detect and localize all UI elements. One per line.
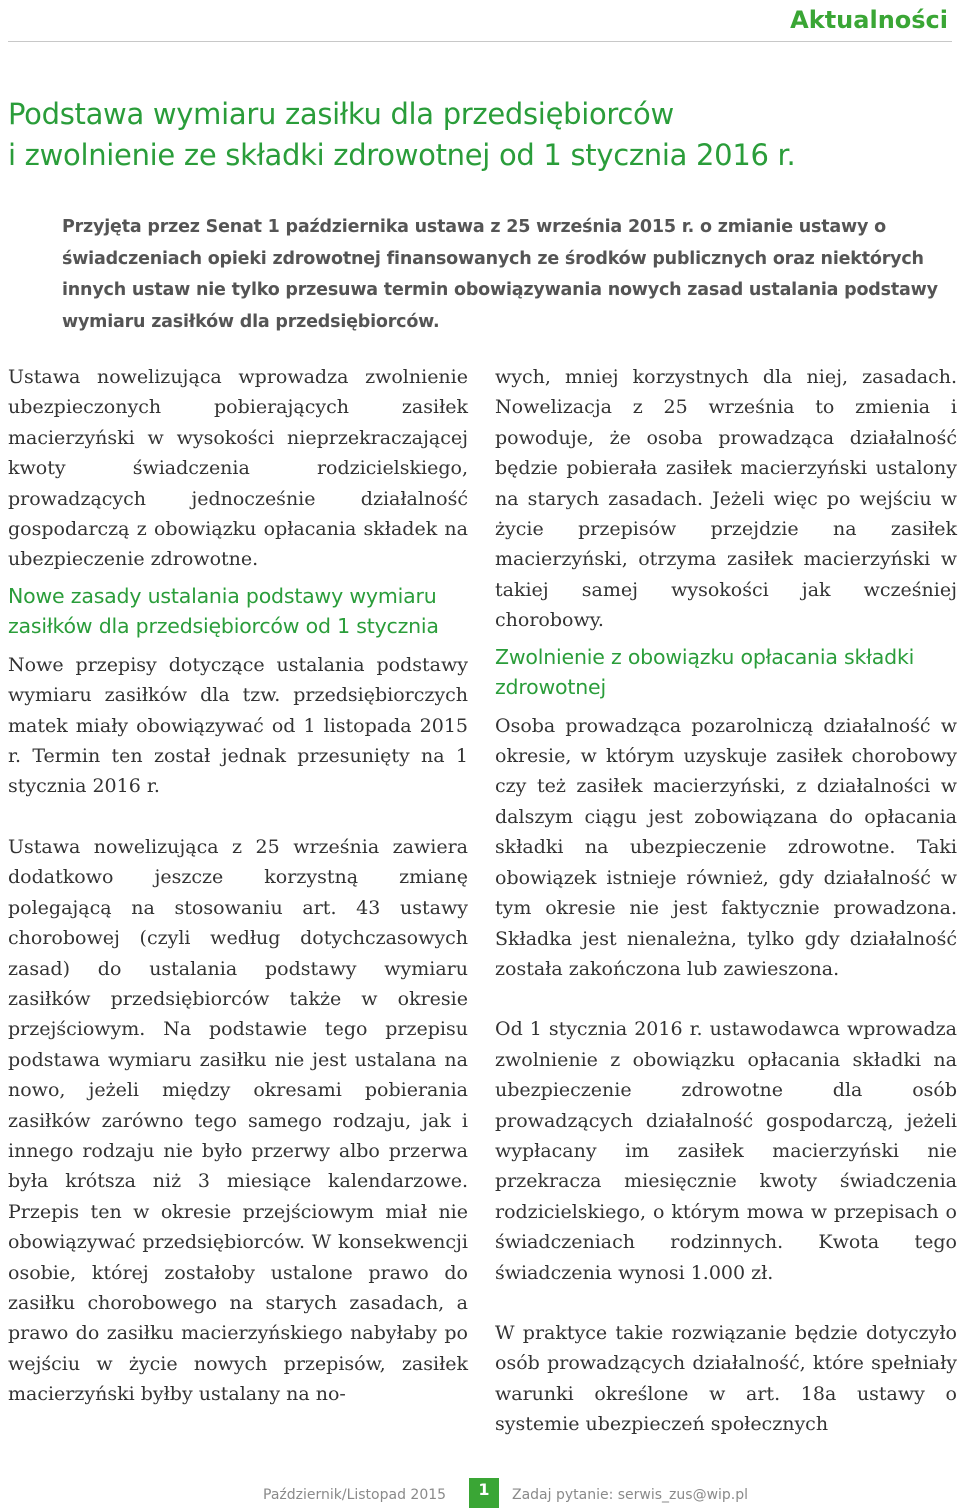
header-divider [8,41,952,42]
left-subheading: Nowe zasady ustalania podstawy wymiaru zasiłków dla przedsiębiorców od 1 stycznia [8,583,439,639]
article-title-line-1: Podstawa wymiaru zasiłku dla przedsiębiorców [8,97,674,131]
article-title [8,94,948,176]
right-paragraph-1: wych, mniej korzystnych dla niej, zasadach. Nowelizacja z 25 września to zmienia i powoduje, że osoba prowadząca działalność będzie pobierała zasiłek macierzyński ustalony na starych zasadach. Jeżeli więc po wejściu w życie przepisów przejdzie na zasiłek macierzyński, otrzyma zasiłek macierzyński w takiej samej wysokości jak wcześniej chorobowy. [495,366,957,632]
section-label: Aktualności [790,6,948,34]
left-paragraph-2: Nowe przepisy dotyczące ustalania podstawy wymiaru zasiłków dla tzw. przedsiębiorczych matek miały obowiązywać od 1 listopada 2015 r. Termin ten został jednak przesunięty na 1 stycznia 2016 r. [8,653,468,798]
contact-email[interactable]: Zadaj pytanie: serwis_zus@wip.pl [512,1487,749,1503]
right-paragraph-2: Osoba prowadząca pozarolniczą działalność w okresie, w którym uzyskuje zasiłek chorobowy czy też zasiłek macierzyński, z działalności w dalszym ciągu jest zobowiązana do opłacania składki na ubezpieczenie zdrowotne. Taki obowiązek istnieje również, gdy działalność w tym okresie nie jest faktycznie prowadzona. Składka jest nienależna, tylko gdy działalność została zakończona lub zawieszona. [495,714,957,980]
left-paragraph-3: Ustawa nowelizująca z 25 września zawiera dodatkowo jeszcze korzystną zmianę polegającą na stosowaniu art. 43 ustawy chorobowej (czyli według dotychczasowych zasad) do ustalania podstawy wymiaru zasiłków przedsiębiorców także w okresie przejściowym. Na podstawie tego przepisu podstawa wymiaru zasiłku nie jest ustalana na nowo, jeżeli między okresami pobierania zasiłków zarówno tego samego rodzaju, jak i innego rodzaju nie było przerwy albo przerwa była krótsza niż 3 miesiące kalendarzowe. Przepis ten w okresie przejściowym miał nie obowiązywać przedsiębiorców. W konsekwencji osobie, której zostałoby ustalone prawo do zasiłku chorobowego na starych zasadach, a prawo do zasiłku macierzyńskiego nabyłaby po wejściu w życie nowych przepisów, zasiłek macierzyński byłby ustalany na no- [8,835,468,1406]
right-paragraph-4: W praktyce takie rozwiązanie będzie dotyczyło osób prowadzących działalność, które spełniały warunki określone w art. 18a ustawy o systemie ubezpieczeń społecznych [495,1321,957,1436]
article-lead: Przyjęta przez Senat 1 października ustawa z 25 września 2015 r. o zmianie ustawy o świadczeniach opieki zdrowotnej finansowanych ze środków publicznych oraz niektórych innych ustaw nie tylko przesuwa termin obowiązywania nowych zasad ustalania podstawy wymiaru zasiłków dla przedsiębiorców. [62,217,938,332]
page-number: 1 [469,1478,499,1508]
left-paragraph-1: Ustawa nowelizująca wprowadza zwolnienie ubezpieczonych pobierających zasiłek macierzyński w wysokości nieprzekraczającej kwoty świadczenia rodzicielskiego, prowadzących jednocześnie działalność gospodarczą z obowiązku opłacania składek na ubezpieczenie zdrowotne. [8,366,468,571]
issue-date: Październik/Listopad 2015 [263,1487,447,1503]
right-paragraph-3: Od 1 stycznia 2016 r. ustawodawca wprowadza zwolnienie z obowiązku opłacania składki na ubezpieczenie zdrowotne dla osób prowadzących działalność gospodarczą, jeżeli wypłacany im zasiłek macierzyński nie przekracza miesięcznie kwoty świadczenia rodzicielskiego, o którym mowa w przepisach o świadczeniach rodzinnych. Kwota tego świadczenia wynosi 1.000 zł. [495,1018,957,1284]
left-column [8,362,468,1440]
article-title-line-2: i zwolnienie ze składki zdrowotnej od 1 stycznia 2016 r. [8,138,796,172]
right-column [495,362,957,1470]
page-footer [0,1478,960,1508]
right-subheading: Zwolnienie z obowiązku opłacania składki zdrowotnej [495,644,915,700]
